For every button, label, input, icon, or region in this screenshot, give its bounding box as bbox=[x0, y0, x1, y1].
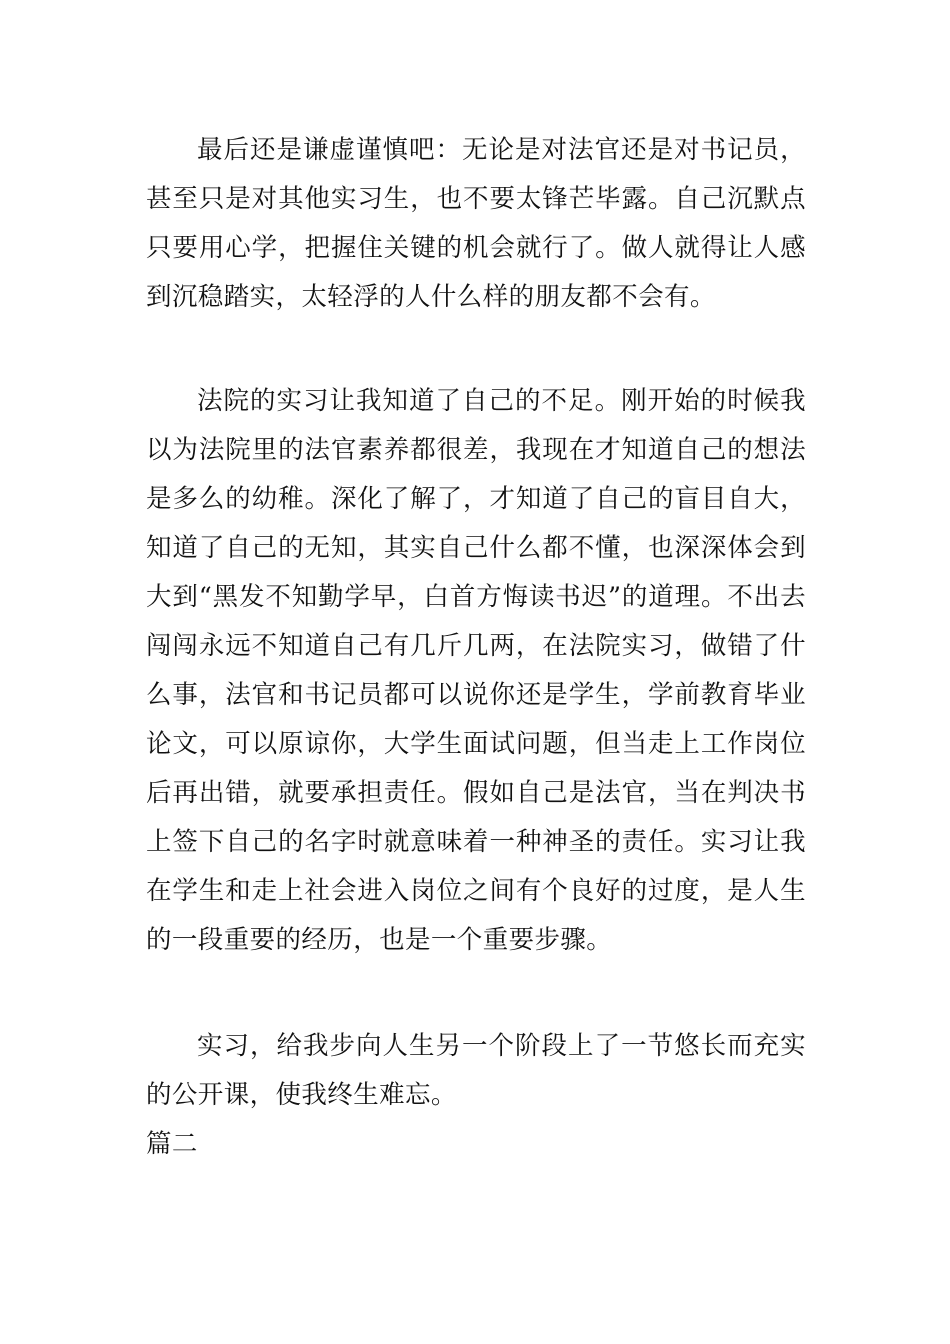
section-heading: 篇二 bbox=[146, 1129, 198, 1159]
paragraph-humility: 最后还是谦虚谨慎吧：无论是对法官还是对书记员，甚至只是对其他实习生，也不要太锋芒毕露。自己沉默点只要用心学，把握住关键的机会就行了。做人就得让人感到沉稳踏实，太轻浮的人什么样的朋友都不会有。 bbox=[146, 135, 806, 312]
paragraph-conclusion: 实习，给我步向人生另一个阶段上了一节悠长而充实的公开课，使我终生难忘。 bbox=[146, 1031, 806, 1110]
paragraph-court-internship: 法院的实习让我知道了自己的不足。刚开始的时候我以为法院里的法官素养都很差，我现在才知道自己的想法是多么的幼稚。深化了解了，才知道了自己的盲目自大，知道了自己的无知，其实自己什么都不懂，也深深体会到大到“黑发不知勤学早，白首方悔读书迟”的道理。不出去闯闯永远不知道自己有几斤几两，在法院实习，做错了什么事，法官和书记员都可以说你还是学生，学前教育毕业论文，可以原谅你，大学生面试问题，但当走上工作岗位后再出错，就要承担责任。假如自己是法官，当在判决书上签下自己的名字时就意味着一种神圣的责任。实习让我在学生和走上社会进入岗位之间有个良好的过度，是人生的一段重要的经历，也是一个重要步骤。 bbox=[146, 386, 806, 955]
